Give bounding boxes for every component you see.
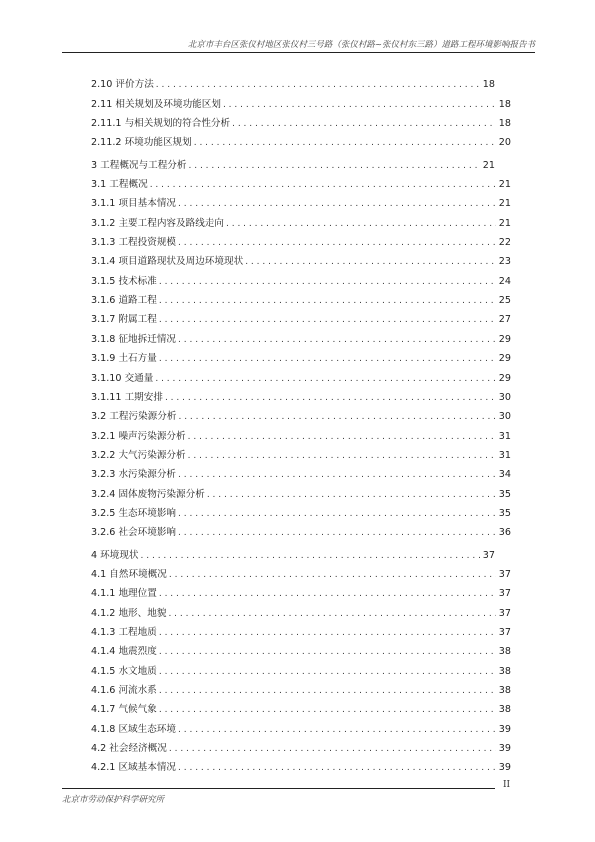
toc-leader-dots bbox=[169, 743, 496, 755]
footer-organization: 北京市劳动保护科学研究所 bbox=[62, 795, 165, 805]
toc-entry[interactable] bbox=[91, 501, 511, 520]
running-header: 北京市丰台区张仪村地区张仪村三号路（张仪村路~张仪村东三路）道路工程环境影响报告书 bbox=[187, 40, 535, 50]
toc-entry-page: 37 bbox=[498, 568, 511, 580]
toc-entry-title: 4.1.2 地形、地貌 bbox=[91, 607, 167, 619]
toc-entry-page: 29 bbox=[498, 372, 511, 384]
toc-entry-page: 38 bbox=[498, 704, 511, 716]
toc-leader-dots bbox=[194, 137, 496, 149]
toc-entry-title: 2.11.1 与相关规划的符合性分析 bbox=[91, 118, 231, 130]
toc-entry[interactable] bbox=[91, 288, 511, 307]
toc-entry[interactable] bbox=[91, 111, 511, 130]
toc-leader-dots bbox=[178, 527, 496, 539]
toc-entry-title: 3.2 工程污染源分析 bbox=[91, 411, 177, 423]
toc-entry[interactable] bbox=[91, 678, 511, 697]
toc-leader-dots bbox=[207, 489, 496, 501]
toc-entry-title: 3.1.2 主要工程内容及路线走向 bbox=[91, 217, 224, 229]
toc-entry[interactable] bbox=[91, 307, 511, 326]
toc-entry-page: 37 bbox=[498, 588, 511, 600]
header-rule bbox=[62, 52, 535, 53]
toc-entry[interactable] bbox=[91, 462, 511, 481]
toc-entry-title: 3.1.5 技术标准 bbox=[91, 275, 157, 287]
toc-entry-title: 4.1.7 气候气象 bbox=[91, 704, 157, 716]
toc-leader-dots bbox=[178, 724, 496, 736]
toc-entry-page: 34 bbox=[498, 469, 511, 481]
toc-entry[interactable] bbox=[91, 230, 511, 249]
toc-entry-page: 31 bbox=[498, 449, 511, 461]
toc-entry-page: 38 bbox=[498, 646, 511, 658]
toc-leader-dots bbox=[150, 179, 496, 191]
toc-entry-title: 4.1.8 区域生态环境 bbox=[91, 723, 177, 735]
toc-entry-page: 31 bbox=[498, 430, 511, 442]
toc-leader-dots bbox=[159, 646, 496, 658]
toc-leader-dots bbox=[226, 218, 496, 230]
toc-entry[interactable] bbox=[91, 697, 511, 716]
toc-entry-title: 3.2.2 大气污染源分析 bbox=[91, 449, 186, 461]
toc-entry-page: 36 bbox=[498, 527, 511, 539]
toc-entry-title: 4.1 自然环境概况 bbox=[91, 568, 167, 580]
toc-entry[interactable] bbox=[91, 191, 511, 210]
toc-leader-dots bbox=[159, 353, 496, 365]
toc-leader-dots bbox=[159, 295, 496, 307]
toc-leader-dots bbox=[159, 588, 496, 600]
toc-entry[interactable] bbox=[91, 542, 495, 561]
page-number: II bbox=[503, 780, 511, 790]
toc-entry[interactable] bbox=[91, 423, 511, 442]
toc-leader-dots bbox=[159, 627, 496, 639]
toc-leader-dots bbox=[159, 685, 496, 697]
toc-entry-title: 2.11.2 环境功能区规划 bbox=[91, 137, 192, 149]
toc-entry-title: 3.1.6 道路工程 bbox=[91, 295, 157, 307]
toc-entry-page: 21 bbox=[498, 179, 511, 191]
toc-leader-dots bbox=[159, 314, 496, 326]
toc-leader-dots bbox=[245, 256, 496, 268]
toc-entry-page: 21 bbox=[498, 198, 511, 210]
toc-entry-page: 25 bbox=[498, 295, 511, 307]
toc-entry-title: 2.10 评价方法 bbox=[91, 79, 154, 91]
toc-entry[interactable] bbox=[91, 152, 495, 171]
toc-entry-title: 3.2.4 固体废物污染源分析 bbox=[91, 488, 205, 500]
toc-entry-page: 18 bbox=[498, 98, 511, 110]
toc-entry-page: 21 bbox=[498, 217, 511, 229]
toc-leader-dots bbox=[159, 704, 496, 716]
toc-leader-dots bbox=[188, 450, 496, 462]
toc-entry[interactable] bbox=[91, 520, 511, 539]
toc-entry-title: 3.2.5 生态环境影响 bbox=[91, 507, 177, 519]
toc-entry[interactable] bbox=[91, 91, 511, 110]
toc-entry-page: 18 bbox=[498, 118, 511, 130]
toc-entry-title: 3.2.3 水污染源分析 bbox=[91, 469, 177, 481]
toc-entry-title: 3.1.1 项目基本情况 bbox=[91, 198, 177, 210]
toc-entry[interactable] bbox=[91, 736, 511, 755]
toc-leader-dots bbox=[223, 99, 496, 111]
toc-leader-dots bbox=[141, 550, 480, 562]
toc-entry[interactable] bbox=[91, 326, 511, 345]
toc-entry-title: 3.1.4 项目道路现状及周边环境现状 bbox=[91, 256, 244, 268]
toc-entry[interactable] bbox=[91, 481, 511, 500]
toc-entry-page: 37 bbox=[482, 549, 495, 561]
toc-leader-dots bbox=[232, 118, 496, 130]
toc-leader-dots bbox=[178, 198, 496, 210]
toc-entry-page: 35 bbox=[498, 507, 511, 519]
toc-entry-page: 20 bbox=[498, 137, 511, 149]
toc-entry-title: 3.1.11 工期安排 bbox=[91, 391, 163, 403]
toc-entry[interactable] bbox=[91, 639, 511, 658]
toc-entry[interactable] bbox=[91, 249, 511, 268]
toc-entry-title: 4.2.1 区域基本情况 bbox=[91, 762, 177, 774]
table-of-contents bbox=[91, 72, 511, 774]
toc-entry-page: 29 bbox=[498, 333, 511, 345]
toc-entry-title: 3.2.6 社会环境影响 bbox=[91, 527, 177, 539]
toc-entry-page: 38 bbox=[498, 665, 511, 677]
toc-leader-dots bbox=[178, 762, 496, 774]
toc-leader-dots bbox=[159, 666, 496, 678]
toc-entry-page: 22 bbox=[498, 237, 511, 249]
toc-leader-dots bbox=[178, 508, 496, 520]
toc-entry[interactable] bbox=[91, 130, 511, 149]
toc-leader-dots bbox=[169, 569, 496, 581]
toc-entry[interactable] bbox=[91, 716, 511, 735]
toc-leader-dots bbox=[178, 469, 496, 481]
toc-leader-dots bbox=[189, 160, 480, 172]
toc-entry-page: 39 bbox=[498, 762, 511, 774]
footer-rule bbox=[62, 788, 495, 789]
toc-leader-dots bbox=[178, 411, 495, 423]
toc-entry[interactable] bbox=[91, 346, 511, 365]
toc-entry-title: 4.2 社会经济概况 bbox=[91, 743, 167, 755]
toc-leader-dots bbox=[188, 431, 496, 443]
toc-entry-title: 3.1 工程概况 bbox=[91, 179, 148, 191]
toc-entry[interactable] bbox=[91, 443, 511, 462]
toc-entry-title: 3.2.1 噪声污染源分析 bbox=[91, 430, 186, 442]
toc-entry-title: 2.11 相关规划及环境功能区划 bbox=[91, 98, 221, 110]
toc-entry[interactable] bbox=[91, 385, 511, 404]
toc-entry-page: 38 bbox=[498, 685, 511, 696]
toc-leader-dots bbox=[165, 392, 496, 404]
toc-entry[interactable] bbox=[91, 72, 495, 91]
toc-entry[interactable] bbox=[91, 581, 511, 600]
toc-leader-dots bbox=[178, 237, 496, 249]
toc-entry[interactable] bbox=[91, 210, 511, 229]
toc-entry-page: 35 bbox=[498, 488, 511, 500]
toc-entry-title: 3.1.7 附属工程 bbox=[91, 314, 157, 326]
toc-entry-page: 37 bbox=[498, 607, 511, 619]
toc-entry[interactable] bbox=[91, 404, 511, 423]
toc-entry-title: 3.1.10 交通量 bbox=[91, 372, 154, 384]
toc-entry-page: 30 bbox=[498, 391, 511, 403]
toc-entry-page: 23 bbox=[498, 256, 511, 268]
toc-leader-dots bbox=[155, 373, 495, 385]
toc-entry-page: 39 bbox=[498, 743, 511, 755]
toc-entry-title: 4.1.4 地震烈度 bbox=[91, 646, 157, 658]
toc-entry-title: 3.1.8 征地拆迁情况 bbox=[91, 333, 177, 345]
toc-entry-title: 4.1.1 地理位置 bbox=[91, 588, 157, 600]
toc-entry-title: 4.1.6 河流水系 bbox=[91, 685, 157, 696]
toc-entry-page: 24 bbox=[498, 275, 511, 287]
toc-entry-page: 39 bbox=[498, 723, 511, 735]
toc-leader-dots bbox=[156, 79, 480, 91]
toc-entry-title: 3 工程概况与工程分析 bbox=[91, 159, 187, 171]
toc-entry-page: 30 bbox=[498, 411, 511, 423]
toc-entry[interactable] bbox=[91, 365, 511, 384]
toc-entry[interactable] bbox=[91, 172, 511, 191]
toc-entry-page: 21 bbox=[482, 159, 495, 171]
toc-entry-title: 4.1.3 工程地质 bbox=[91, 626, 157, 638]
toc-entry-title: 4 环境现状 bbox=[91, 549, 139, 561]
toc-entry[interactable] bbox=[91, 562, 511, 581]
toc-entry[interactable] bbox=[91, 620, 511, 639]
toc-entry[interactable] bbox=[91, 755, 511, 774]
toc-entry[interactable] bbox=[91, 600, 511, 619]
toc-entry[interactable] bbox=[91, 268, 511, 287]
toc-leader-dots bbox=[159, 276, 496, 288]
toc-leader-dots bbox=[168, 608, 495, 620]
toc-entry-page: 37 bbox=[498, 626, 511, 638]
toc-entry-title: 3.1.9 土石方量 bbox=[91, 353, 157, 365]
toc-entry-title: 3.1.3 工程投资规模 bbox=[91, 237, 177, 249]
toc-entry-title: 4.1.5 水文地质 bbox=[91, 665, 157, 677]
toc-entry[interactable] bbox=[91, 658, 511, 677]
toc-entry-page: 18 bbox=[482, 79, 495, 91]
toc-entry-page: 27 bbox=[498, 314, 511, 326]
toc-leader-dots bbox=[178, 334, 496, 346]
toc-entry-page: 29 bbox=[498, 353, 511, 365]
